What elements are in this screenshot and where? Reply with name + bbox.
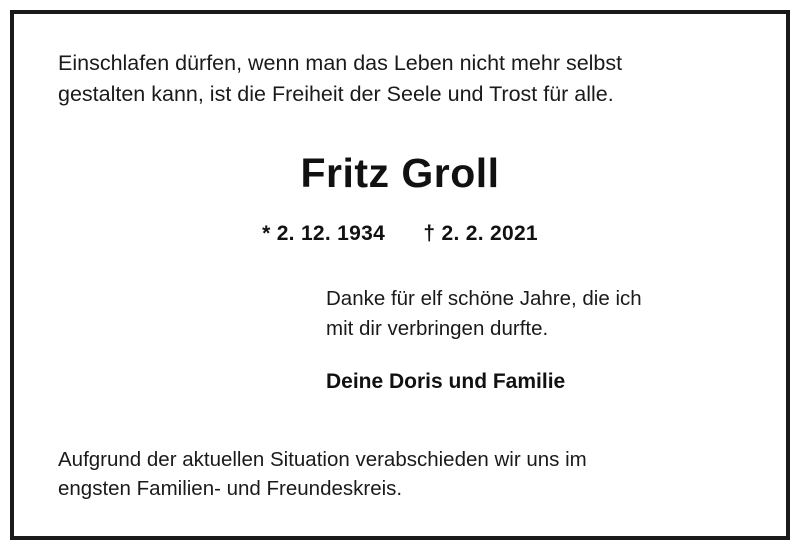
footer-line-1: Aufgrund der aktuellen Situation verabschieden wir uns im bbox=[58, 447, 587, 471]
deceased-name-block bbox=[58, 151, 742, 246]
message-line-2: mit dir verbringen durfte. bbox=[326, 316, 549, 340]
signature-line: Deine Doris und Familie bbox=[326, 369, 566, 393]
footer-note bbox=[58, 445, 742, 504]
death-date: † 2. 2. 2021 bbox=[423, 222, 538, 246]
epigraph-text bbox=[58, 48, 742, 109]
epigraph-line-1: Einschlafen dürfen, wenn man das Leben nicht mehr selbst bbox=[58, 51, 623, 75]
footer-line-2: engsten Familien- und Freundeskreis. bbox=[58, 477, 403, 501]
life-dates bbox=[58, 222, 742, 246]
notice-border-frame bbox=[10, 10, 790, 540]
message-line-1: Danke für elf schöne Jahre, die ich bbox=[326, 287, 642, 311]
personal-message bbox=[58, 284, 742, 343]
birth-date: * 2. 12. 1934 bbox=[262, 222, 386, 246]
deceased-name: Fritz Groll bbox=[300, 150, 500, 197]
epigraph-line-2: gestalten kann, ist die Freiheit der Seele und Trost für alle. bbox=[58, 81, 614, 106]
